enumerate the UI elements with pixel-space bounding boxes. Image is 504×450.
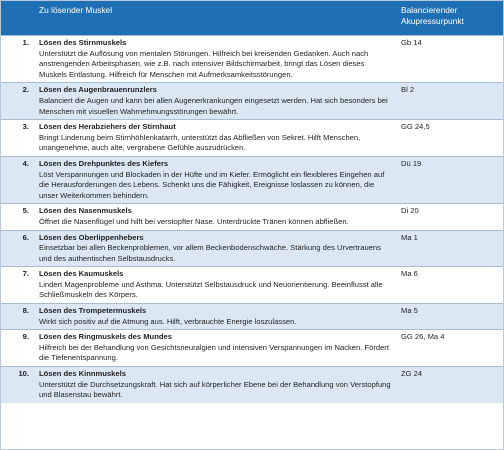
table-row: [1, 120, 503, 157]
header-muscle: Zu lösender Muskel: [35, 1, 397, 36]
muscle-acupressure-table: [1, 1, 503, 403]
table-row: [1, 230, 503, 267]
row-muscle-cell: [35, 330, 397, 367]
muscle-title: Lösen des Nasenmuskels: [39, 206, 132, 216]
table-row: [1, 36, 503, 83]
muscle-description: Unterstützt die Durchsetzungskraft. Hat sich auf körperlicher Ebene bei der Behandlung von Verstopfung und Blasenstau bewährt.: [39, 379, 391, 400]
acupressure-point: Dü 19: [397, 156, 503, 203]
row-number: 4.: [1, 156, 35, 203]
muscle-description: Wirkt sich positiv auf die Atmung aus. Hilft, verbrauchte Energie loszulassen.: [39, 316, 297, 326]
muscle-description: Einsetzbar bei allen Beckenproblemen, vor allem Beckenbodenschwäche. Stärkung des Urvertrauens und des authentischen Selbstausdrucks.: [39, 243, 381, 263]
muscle-title: Lösen des Kaumuskels: [39, 269, 124, 279]
muscle-title: Lösen des Herabziehers der Stirnhaut: [39, 122, 176, 132]
acupressure-point: Gb 14: [397, 36, 503, 83]
row-number: 2.: [1, 83, 35, 120]
table-row: [1, 156, 503, 203]
acupressure-point: ZG 24: [397, 367, 503, 403]
row-muscle-cell: [35, 156, 397, 203]
header-acupressure-point: Balancierender Akupressurpunkt: [397, 1, 503, 36]
acupressure-point: Ma 5: [397, 304, 503, 330]
row-muscle-cell: [35, 204, 397, 230]
table-row: [1, 367, 503, 403]
row-number: 9.: [1, 330, 35, 367]
header-row: [1, 1, 503, 36]
table-row: [1, 330, 503, 367]
row-muscle-cell: [35, 230, 397, 267]
muscle-description: Balanciert die Augen und kann bei allen Augenerkrankungen eingesetzt werden. Hat sich besonders bei Menschen mit visuellen Wahrnehmungsstörungen bewährt.: [39, 95, 388, 116]
row-number: 1.: [1, 36, 35, 83]
muscle-description: Unterstützt die Auflösung von mentalen Störungen. Hilfreich bei kreisenden Gedanken. Auch nach anstrengenden Arbeitsphasen, wie z.B. nach intensiver Bildschirmarbeit, bringt das Lösen dieses Muskels Entlastung. Hilfreich für Menschen mit Aufmerksamkeitsstörungen.: [39, 48, 369, 79]
acupressure-point: Bl 2: [397, 83, 503, 120]
table-row: [1, 267, 503, 304]
acupressure-point: Di 20: [397, 204, 503, 230]
acupressure-point: GG 26, Ma 4: [397, 330, 503, 367]
table-row: [1, 83, 503, 120]
table-row: [1, 204, 503, 230]
muscle-description: Hilfreich bei der Behandlung von Gesichtsneuralgien und intensiven Verspannungen im Nacken. Fördert die Tiefenentspannung.: [39, 342, 389, 363]
row-muscle-cell: [35, 83, 397, 120]
row-number: 7.: [1, 267, 35, 304]
acupressure-point: Ma 1: [397, 230, 503, 267]
acupressure-point: Ma 6: [397, 267, 503, 304]
row-number: 8.: [1, 304, 35, 330]
header-number: [1, 1, 35, 36]
muscle-title: Lösen des Augenbrauenrunzlers: [39, 85, 157, 95]
table-row: [1, 304, 503, 330]
row-muscle-cell: [35, 367, 397, 403]
muscle-title: Lösen des Kinnmuskels: [39, 369, 126, 379]
muscle-description: Öffnet die Nasenflügel und hilft bei verstopfter Nase. Unterdrückte Tränen können abfließen.: [39, 216, 349, 226]
acupressure-point: GG 24,5: [397, 120, 503, 157]
row-number: 5.: [1, 204, 35, 230]
table-header: [1, 1, 503, 36]
row-number: 3.: [1, 120, 35, 157]
row-muscle-cell: [35, 120, 397, 157]
muscle-description: Lindert Magenprobleme und Asthma. Unterstützt Selbstausdruck und Neuorientierung. Beeinflusst alle Schließmuskeln des Körpers.: [39, 279, 383, 300]
muscle-title: Lösen des Ringmuskels des Mundes: [39, 332, 172, 342]
muscle-description: Bringt Linderung beim Stirnhöhlenkatarrh, unterstützt das Abfließen von Sekret. Hilft Menschen, unangenehme, auch alte, vergrabene Gefühle auszudrücken.: [39, 132, 361, 153]
muscle-title: Lösen des Trompetermuskels: [39, 306, 147, 316]
row-number: 6.: [1, 230, 35, 267]
row-muscle-cell: [35, 304, 397, 330]
table-body: [1, 36, 503, 403]
row-number: 10.: [1, 367, 35, 403]
muscle-description: Löst Verspannungen und Blockaden in der Hüfte und im Kiefer. Ermöglicht ein flexibleres Eingehen auf die Herausforderungen des Lebens. Schenkt uns die Fähigkeit, Ereignisse loslassen zu können, die unser Weiterkommen behindern.: [39, 169, 385, 200]
muscle-title: Lösen des Stirnmuskels: [39, 38, 127, 47]
row-muscle-cell: [35, 36, 397, 83]
muscle-title: Lösen des Oberlippenhebers: [39, 232, 144, 242]
muscle-title: Lösen des Drehpunktes des Kiefers: [39, 158, 169, 168]
row-muscle-cell: [35, 267, 397, 304]
